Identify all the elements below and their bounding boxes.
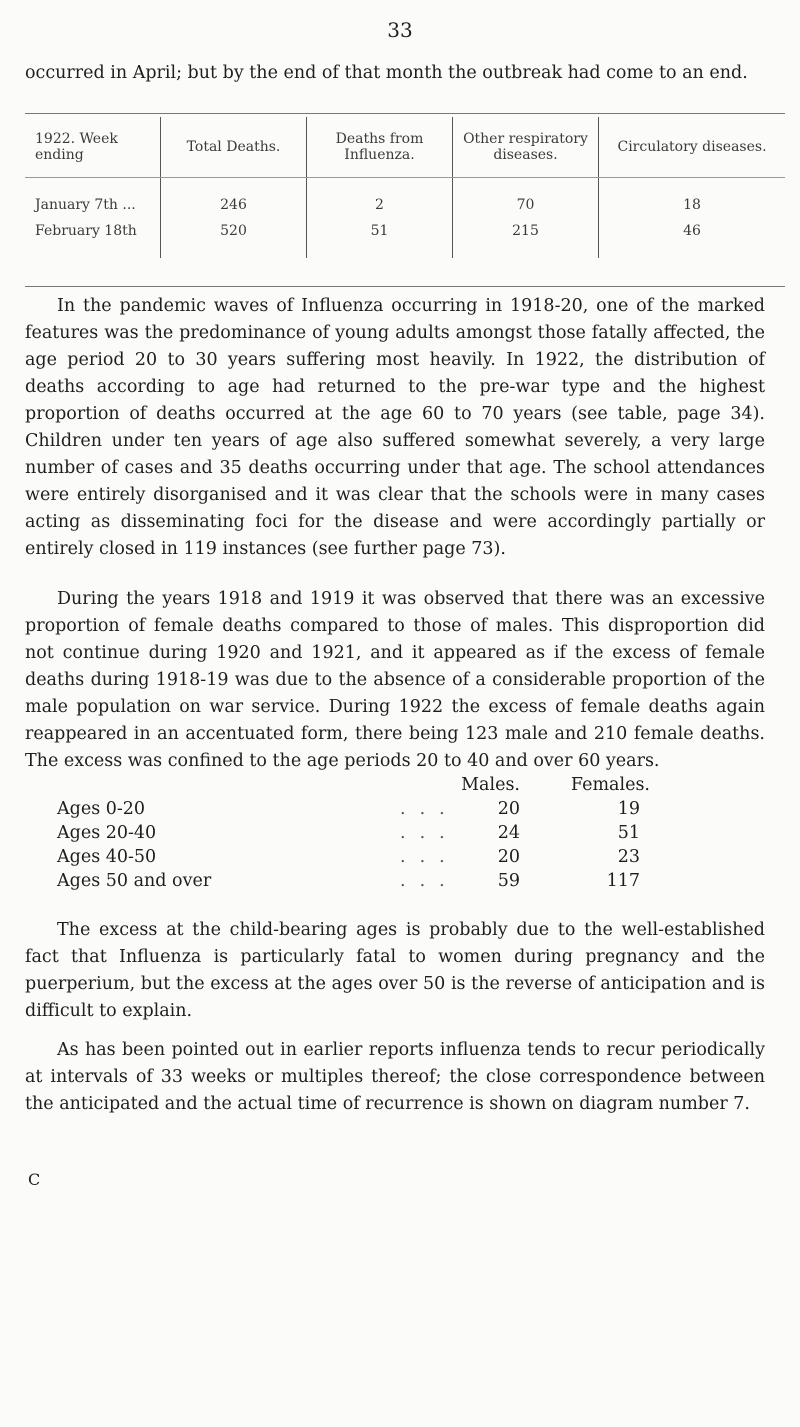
females-value: 23	[617, 847, 640, 867]
table-cell: 520	[161, 218, 307, 258]
lead-text: occurred in April; but by the end of that month the outbreak had come to an end.	[25, 63, 748, 83]
age-label: Ages 0-20	[57, 799, 146, 819]
females-value: 51	[617, 823, 640, 843]
age-table-header	[0, 775, 800, 799]
females-value: 19	[617, 799, 640, 819]
table-cell: 18	[599, 178, 786, 219]
signature-mark: C	[28, 1170, 41, 1189]
age-row	[0, 799, 800, 823]
table-top-rule	[25, 113, 785, 114]
age-row	[0, 847, 800, 871]
females-value: 117	[606, 871, 640, 891]
table-header-row	[25, 117, 785, 178]
table-cell: 246	[161, 178, 307, 219]
header-circulatory: Circulatory diseases.	[599, 117, 786, 178]
paragraph-pandemic-waves: In the pandemic waves of Influenza occurring in 1918-20, one of the marked features was the predominance of young adults amongst those fatally affected, the age period 20 to 30 years suffering most heavily. In 1922, the distribution of deaths according to age had returned to the pre-war type and the highest proportion of deaths occurred at the age 60 to 70 years (see table, page 34). Children under ten years of age also suffered somewhat severely, a very large number of cases and 35 deaths occurring under that age. The school attendances were entirely disorganised and it was clear that the schools were in many cases acting as disseminating foci for the disease and were accordingly partially or entirely closed in 119 instances (see further page 73).	[25, 296, 765, 559]
age-label: Ages 20-40	[57, 823, 157, 843]
age-label: Ages 50 and over	[57, 871, 212, 891]
table-cell: February 18th	[35, 223, 137, 239]
table-cell: 46	[599, 218, 786, 258]
header-total-deaths: Total Deaths.	[161, 117, 307, 178]
males-value: 20	[497, 799, 520, 819]
males-value: 20	[497, 847, 520, 867]
paragraph-recurrence: As has been pointed out in earlier reports influenza tends to recur periodically at intervals of 33 weeks or multiples thereof; the close correspondence between the anticipated and the actual time of recurrence is shown on diagram number 7.	[25, 1040, 765, 1114]
table-row	[25, 218, 785, 258]
page-number: 33	[387, 18, 413, 42]
table-cell: 2	[307, 178, 453, 219]
table-cell: 70	[453, 178, 599, 219]
leader-dots: ...	[400, 799, 459, 819]
age-row	[0, 823, 800, 847]
males-value: 59	[497, 871, 520, 891]
paragraph-female-deaths: During the years 1918 and 1919 it was observed that there was an excessive proportion of female deaths compared to those of males. This disproportion did not continue during 1920 and 1921, and it appeared as if the excess of female deaths during 1918-19 was due to the absence of a considerable proportion of the male population on war service. During 1922 the excess of female deaths again reappeared in an accentuated form, there being 123 male and 210 female deaths. The excess was confined to the age periods 20 to 40 and over 60 years.	[25, 589, 765, 771]
leader-dots: ...	[400, 871, 459, 891]
age-label: Ages 40-50	[57, 847, 157, 867]
header-influenza-deaths: Deaths from Influenza.	[307, 117, 453, 178]
paragraph-child-bearing: The excess at the child-bearing ages is probably due to the well-established fact that Influenza is particularly fatal to women during pregnancy and the puerperium, but the excess at the ages over 50 is the reverse of anticipation and is difficult to explain.	[25, 920, 765, 1021]
table-cell: 215	[453, 218, 599, 258]
table-bottom-rule	[25, 286, 785, 287]
table-row	[25, 178, 785, 219]
leader-dots: ...	[400, 823, 459, 843]
males-header: Males.	[461, 775, 520, 795]
males-value: 24	[497, 823, 520, 843]
table-cell: January 7th ...	[35, 197, 136, 213]
table-cell: 51	[307, 218, 453, 258]
age-row	[0, 871, 800, 895]
header-respiratory: Other respiratory diseases.	[453, 117, 599, 178]
header-week-ending: 1922. Week ending	[25, 117, 161, 178]
deaths-table	[25, 117, 785, 258]
females-header: Females.	[570, 775, 650, 795]
leader-dots: ...	[400, 847, 459, 867]
